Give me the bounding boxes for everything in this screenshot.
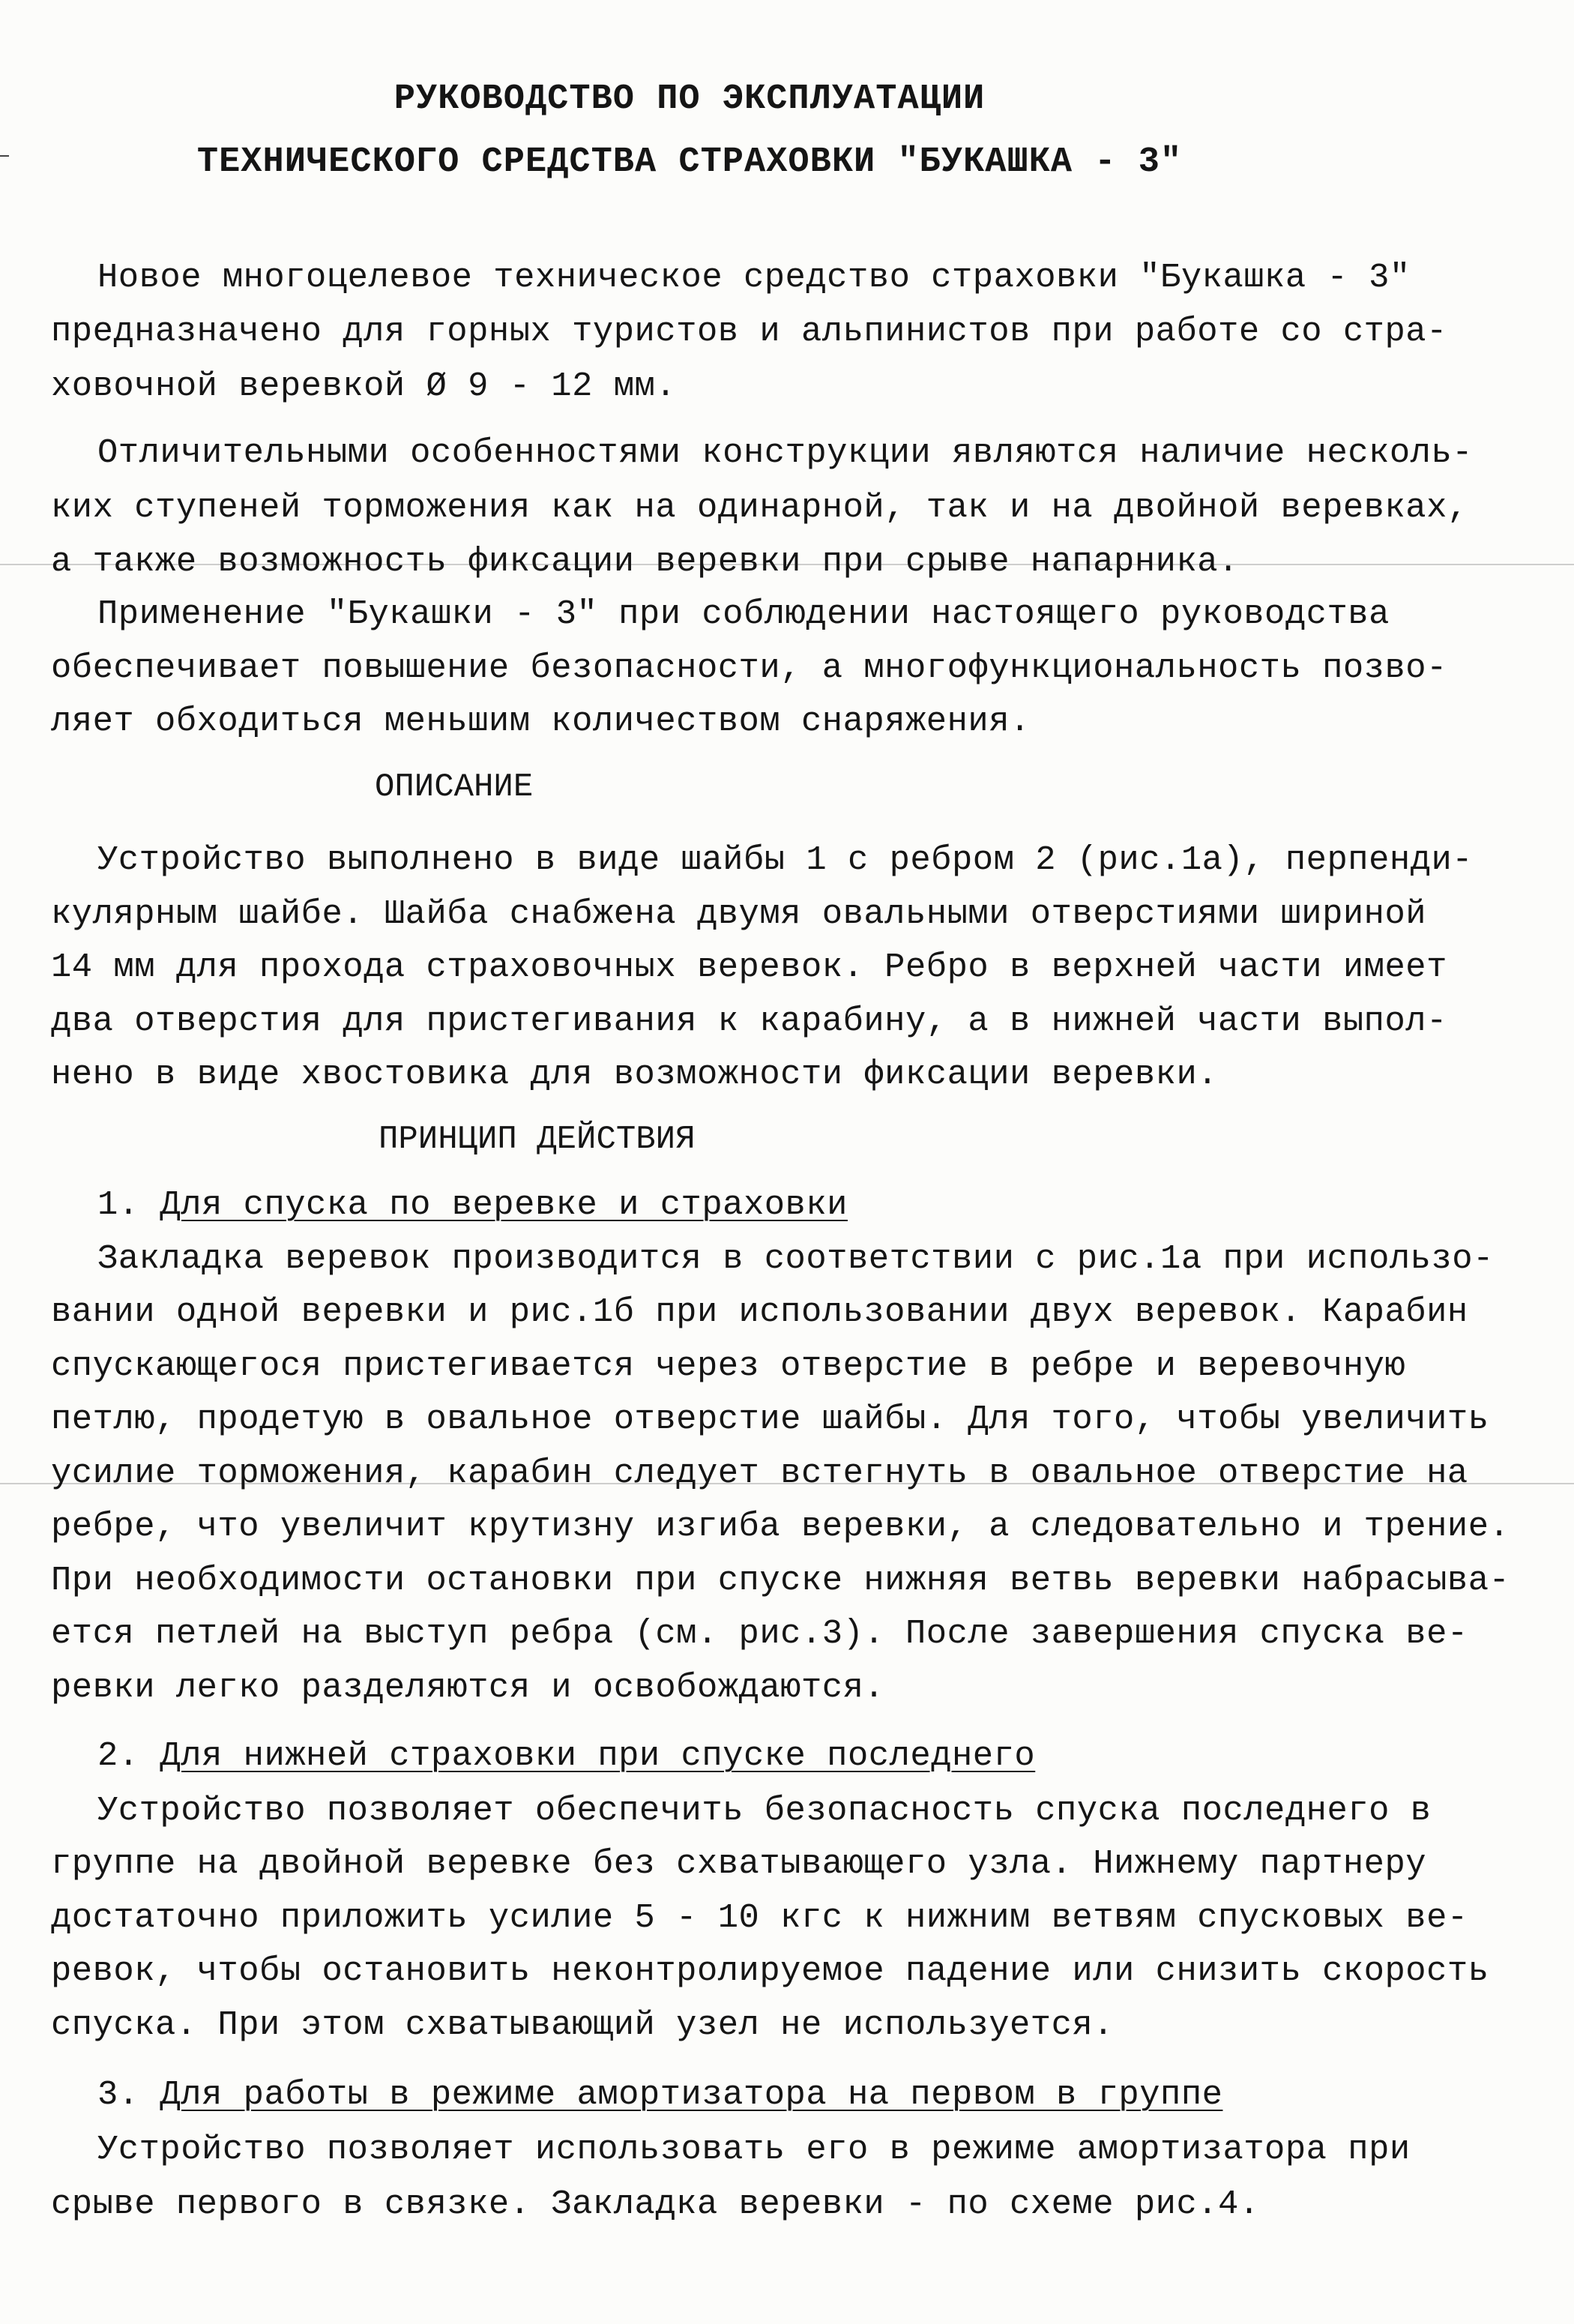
subsection-number: 2.: [97, 1736, 139, 1775]
s1-line: ется петлей на выступ ребра (см. рис.3). После завершения спуска ве-: [51, 1614, 1468, 1653]
subsection-title: Для спуска по веревке и страховки: [160, 1185, 848, 1224]
document-title-line-1: РУКОВОДСТВО ПО ЭКСПЛУАТАЦИИ: [394, 79, 986, 119]
section-heading-description: ОПИСАНИЕ: [375, 768, 534, 806]
intro-p2-line: Отличительными особенностями конструкции являются наличие несколь-: [97, 433, 1474, 472]
intro-p3-line: обеспечивает повышение безопасности, а многофункциональность позво-: [51, 648, 1447, 687]
s3-line: срыве первого в связке. Закладка веревки - по схеме рис.4.: [51, 2185, 1260, 2224]
document-title-line-2: ТЕХНИЧЕСКОГО СРЕДСТВА СТРАХОВКИ "БУКАШКА - 3": [196, 142, 1183, 182]
s1-line: спускающегося пристегивается через отверстие в ребре и веревочную: [51, 1346, 1406, 1385]
description-line: Устройство выполнено в виде шайбы 1 с ребром 2 (рис.1а), перпенди-: [97, 840, 1474, 879]
intro-p1-line: предназначено для горных туристов и альпинистов при работе со стра-: [51, 312, 1447, 351]
subsection-number: 1.: [97, 1185, 139, 1224]
s1-line: петлю, продетую в овальное отверстие шайбы. Для того, чтобы увеличить: [51, 1400, 1489, 1439]
s2-line: группе на двойной веревке без схватывающего узла. Нижнему партнеру: [51, 1844, 1427, 1883]
s1-line: вании одной веревки и рис.1б при использовании двух веревок. Карабин: [51, 1292, 1468, 1331]
subsection-3-title: [97, 2075, 1223, 2114]
s1-line: ревки легко разделяются и освобождаются.: [51, 1668, 885, 1707]
s2-line: Устройство позволяет обеспечить безопасность спуска последнего в: [97, 1791, 1432, 1830]
subsection-number: 3.: [97, 2075, 139, 2114]
description-line: кулярным шайбе. Шайба снабжена двумя овальными отверстиями шириной: [51, 894, 1427, 933]
intro-p1-line: Новое многоцелевое техническое средство страховки "Букашка - 3": [97, 258, 1411, 297]
s2-line: спуска. При этом схватывающий узел не используется.: [51, 2005, 1115, 2044]
intro-p3-line: ляет обходиться меньшим количеством снаряжения.: [51, 702, 1031, 741]
s1-line: усилие торможения, карабин следует встегнуть в овальное отверстие на: [51, 1454, 1468, 1493]
subsection-title: Для работы в режиме амортизатора на первом в группе: [160, 2075, 1223, 2114]
s2-line: достаточно приложить усилие 5 - 10 кгс к нижним ветвям спусковых ве-: [51, 1898, 1468, 1937]
intro-p2-line: а также возможность фиксации веревки при срыве напарника.: [51, 542, 1239, 581]
section-heading-principle: ПРИНЦИП ДЕЙСТВИЯ: [379, 1121, 696, 1158]
description-line: два отверстия для пристегивания к карабину, а в нижней части выпол-: [51, 1002, 1447, 1041]
subsection-2-title: [97, 1736, 1036, 1775]
intro-p2-line: ких ступеней торможения как на одинарной, так и на двойной веревках,: [51, 488, 1468, 527]
intro-p3-line: Применение "Букашки - 3" при соблюдении настоящего руководства: [97, 594, 1390, 633]
description-line: 14 мм для прохода страховочных веревок. Ребро в верхней части имеет: [51, 948, 1447, 987]
subsection-1-title: [97, 1185, 848, 1224]
s1-line: Закладка веревок производится в соответствии с рис.1а при использо-: [97, 1239, 1494, 1278]
s2-line: ревок, чтобы остановить неконтролируемое падение или снизить скорость: [51, 1951, 1489, 1990]
description-line: нено в виде хвостовика для возможности фиксации веревки.: [51, 1055, 1219, 1094]
subsection-title: Для нижней страховки при спуске последнего: [160, 1736, 1036, 1775]
s3-line: Устройство позволяет использовать его в режиме амортизатора при: [97, 2130, 1411, 2169]
s1-line: При необходимости остановки при спуске нижняя ветвь веревки набрасыва-: [51, 1561, 1510, 1600]
intro-p1-line: ховочной веревкой Ø 9 - 12 мм.: [51, 367, 677, 406]
s1-line: ребре, что увеличит крутизну изгиба веревки, а следовательно и трение.: [51, 1507, 1510, 1546]
